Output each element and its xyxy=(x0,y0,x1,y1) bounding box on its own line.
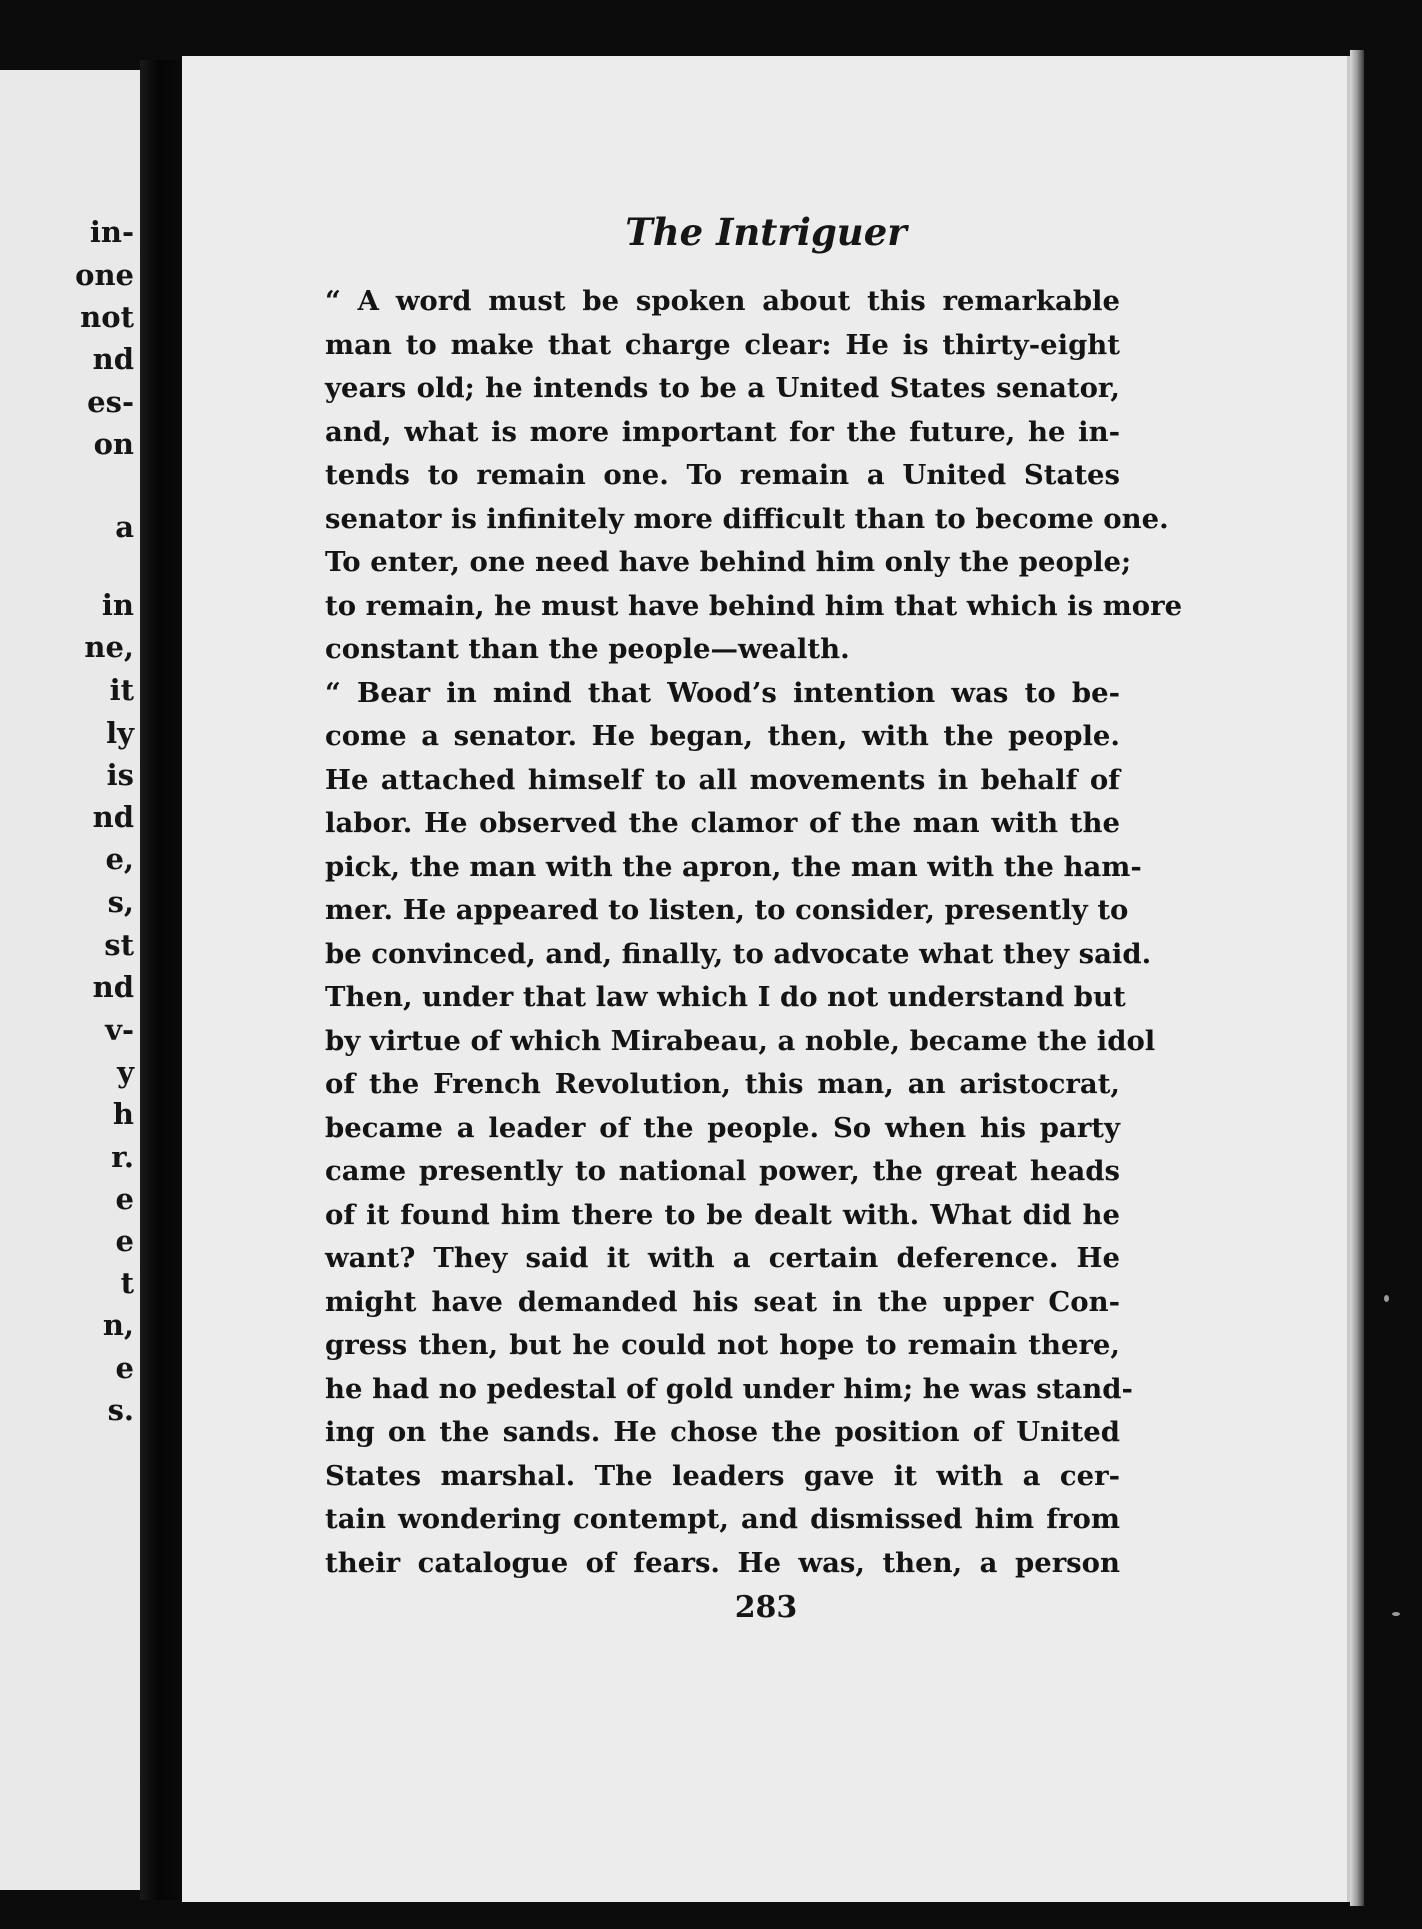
text-line: to remain, he must have behind him that which is more xyxy=(325,589,1183,622)
left-page-text-fragment: ne, xyxy=(84,630,134,664)
left-page-text-fragment: a xyxy=(115,510,134,544)
text-line: came presently to national power, the great heads xyxy=(325,1155,1120,1187)
text-line: man to make that charge clear: He is thirty-eight xyxy=(325,328,1120,361)
text-line: mer. He appeared to listen, to consider, presently to xyxy=(325,894,1129,926)
body-text xyxy=(325,280,1183,1585)
text-line: tain wondering contempt, and dismissed him from xyxy=(325,1503,1120,1535)
text-line: He attached himself to all movements in behalf of xyxy=(325,763,1120,796)
text-line: years old; he intends to be a United States senator, xyxy=(325,372,1120,404)
text-line: come a senator. He began, then, with the people. xyxy=(325,720,1120,752)
left-facing-page xyxy=(0,70,140,1890)
left-page-text-fragment: on xyxy=(93,427,134,461)
left-page-text-fragment: e xyxy=(115,1182,134,1216)
left-page-text-fragment: t xyxy=(120,1266,134,1300)
running-head: The Intriguer xyxy=(625,210,907,254)
left-page-text-fragment: one xyxy=(75,258,134,292)
dust-speck xyxy=(1392,1612,1400,1616)
left-page-text-fragment: r. xyxy=(111,1140,134,1174)
text-line: labor. He observed the clamor of the man with the xyxy=(325,807,1120,839)
left-page-text-fragment: s, xyxy=(107,885,134,919)
text-line: he had no pedestal of gold under him; he was stand- xyxy=(325,1372,1133,1405)
text-line: constant than the people—wealth. xyxy=(325,633,850,665)
page-edge xyxy=(1350,50,1364,1906)
text-line: States marshal. The leaders gave it with a cer- xyxy=(325,1459,1120,1492)
left-page-text-fragment: ly xyxy=(106,716,134,750)
left-page-text-fragment: nd xyxy=(92,342,134,376)
text-line: “ A word must be spoken about this remarkable xyxy=(325,285,1120,317)
left-page-text-fragment: in- xyxy=(89,215,134,249)
left-page-text-fragment: v- xyxy=(105,1013,134,1047)
text-line: and, what is more important for the future, he in- xyxy=(325,415,1120,448)
text-line: tends to remain one. To remain a United States xyxy=(325,459,1120,491)
left-page-text-fragment: in xyxy=(101,588,134,622)
text-line: of the French Revolution, this man, an aristocrat, xyxy=(325,1068,1120,1100)
text-line: be convinced, and, finally, to advocate what they said. xyxy=(325,937,1152,970)
left-page-text-fragment: it xyxy=(109,673,134,707)
left-page-text-fragment: not xyxy=(80,300,134,334)
left-page-text-fragment: nd xyxy=(92,970,134,1004)
left-page-text-fragment: e, xyxy=(105,842,134,876)
left-page-text-fragment: nd xyxy=(92,800,134,834)
dust-speck xyxy=(1384,1295,1389,1302)
text-line: “ Bear in mind that Wood’s intention was to be- xyxy=(325,676,1120,709)
text-line: of it found him there to be dealt with. What did he xyxy=(325,1198,1120,1231)
page-number: 283 xyxy=(734,1590,798,1625)
text-line: ing on the sands. He chose the position of United xyxy=(325,1416,1120,1448)
text-line: their catalogue of fears. He was, then, a person xyxy=(325,1546,1120,1579)
left-page-text-fragment: e xyxy=(115,1224,134,1258)
text-line: pick, the man with the apron, the man with the ham- xyxy=(325,850,1142,883)
text-line: want? They said it with a certain deference. He xyxy=(325,1242,1120,1274)
left-page-text-fragment: s. xyxy=(107,1393,134,1427)
left-page-text-fragment: st xyxy=(104,928,134,962)
text-line: might have demanded his seat in the upper Con- xyxy=(325,1285,1120,1318)
left-page-text-fragment: is xyxy=(106,758,134,792)
text-line: by virtue of which Mirabeau, a noble, became the idol xyxy=(325,1024,1156,1057)
left-page-text-fragment: n, xyxy=(102,1308,134,1342)
left-page-text-fragment: y xyxy=(117,1055,134,1089)
left-page-text-fragment: e xyxy=(115,1351,134,1385)
text-line: senator is infinitely more difficult than to become one. xyxy=(325,502,1169,535)
text-line: became a leader of the people. So when his party xyxy=(325,1111,1120,1144)
text-line: To enter, one need have behind him only the people; xyxy=(325,546,1132,578)
left-page-text-fragment: es- xyxy=(87,385,134,419)
text-line: gress then, but he could not hope to remain there, xyxy=(325,1329,1120,1361)
book-gutter xyxy=(140,60,182,1900)
text-line: Then, under that law which I do not understand but xyxy=(325,981,1126,1013)
left-page-text-fragment: h xyxy=(112,1097,134,1131)
